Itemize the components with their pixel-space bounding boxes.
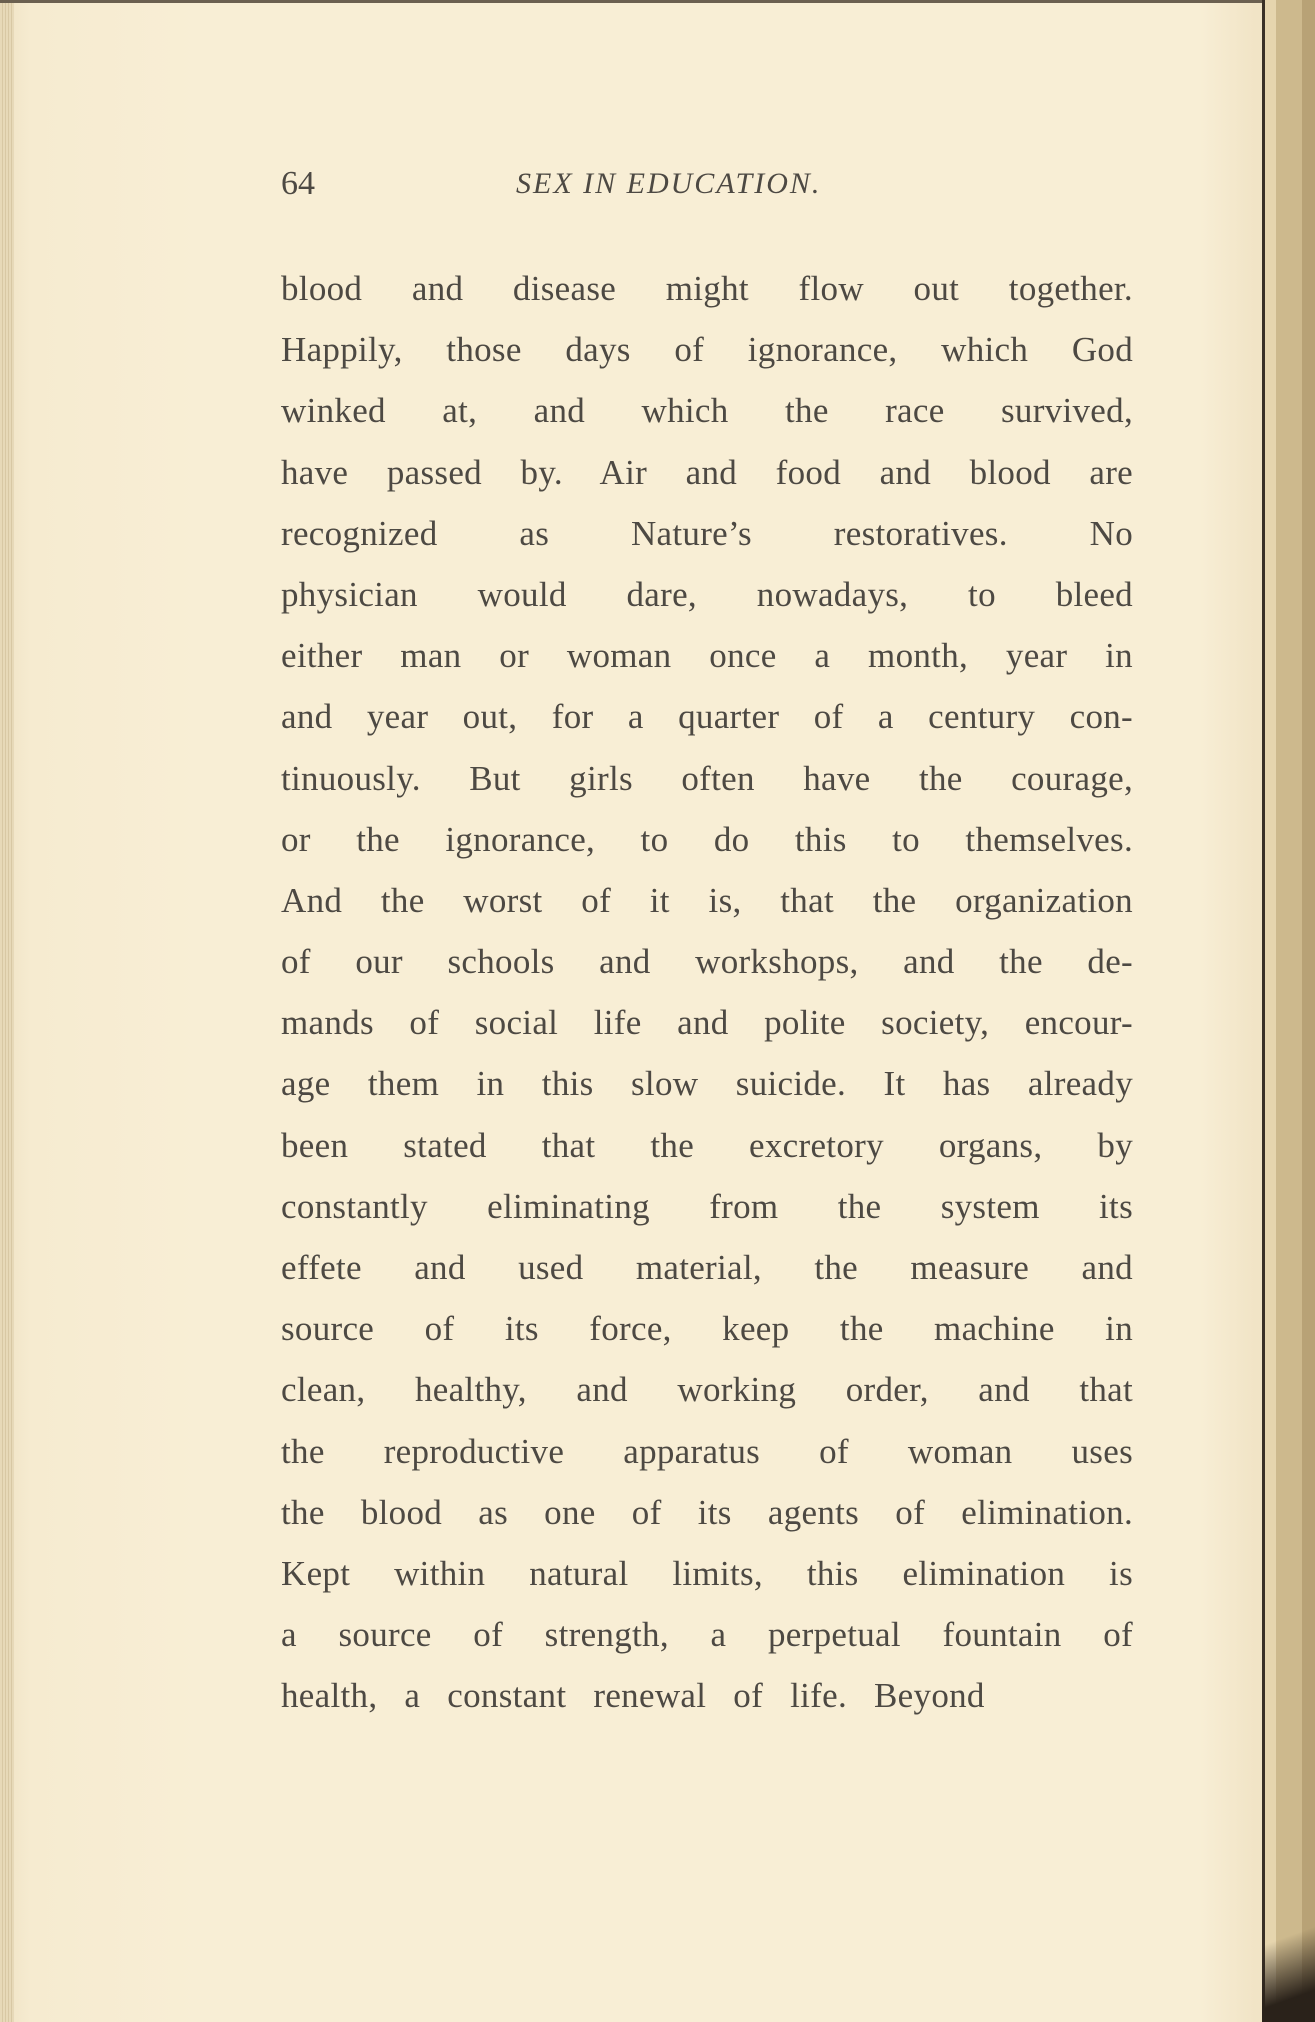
text-line: the reproductive apparatus of woman uses	[281, 1431, 1133, 1471]
text-line: a source of strength, a perpetual fountain of	[281, 1615, 1133, 1655]
text-line: have passed by. Air and food and blood are	[281, 452, 1133, 492]
body-text	[281, 258, 1133, 1727]
text-line: Kept within natural limits, this elimination is	[281, 1553, 1133, 1593]
page-stack-edge	[0, 0, 14, 2022]
text-line: or the ignorance, to do this to themselves.	[281, 819, 1133, 859]
page-top-edge	[0, 0, 1262, 3]
book-binding-edge	[1262, 0, 1315, 2022]
text-line: physician would dare, nowadays, to bleed	[281, 574, 1133, 614]
text-line: Happily, those days of ignorance, which God	[281, 330, 1133, 370]
text-line: health, a constant renewal of life. Beyond	[281, 1676, 985, 1716]
text-line: clean, healthy, and working order, and that	[281, 1370, 1133, 1410]
text-line: constantly eliminating from the system its	[281, 1186, 1133, 1226]
text-line: of our schools and workshops, and the de-	[281, 942, 1133, 982]
text-line: and year out, for a quarter of a century con-	[281, 697, 1133, 737]
text-line: recognized as Nature’s restoratives. No	[281, 513, 1133, 553]
page-number: 64	[281, 165, 315, 202]
text-line: And the worst of it is, that the organization	[281, 880, 1133, 920]
text-line: winked at, and which the race survived,	[281, 391, 1133, 431]
text-line: blood and disease might flow out together.	[281, 269, 1133, 308]
text-line: age them in this slow suicide. It has already	[281, 1064, 1133, 1104]
text-line: the blood as one of its agents of elimination.	[281, 1492, 1133, 1532]
text-line: been stated that the excretory organs, by	[281, 1125, 1133, 1165]
page-header	[281, 165, 901, 211]
text-line: tinuously. But girls often have the courage,	[281, 758, 1133, 798]
text-line: source of its force, keep the machine in	[281, 1309, 1133, 1349]
running-title: SEX IN EDUCATION.	[516, 167, 822, 200]
text-line: effete and used material, the measure and	[281, 1248, 1133, 1287]
text-line: mands of social life and polite society, encour-	[281, 1003, 1133, 1043]
text-line: either man or woman once a month, year in	[281, 636, 1133, 676]
